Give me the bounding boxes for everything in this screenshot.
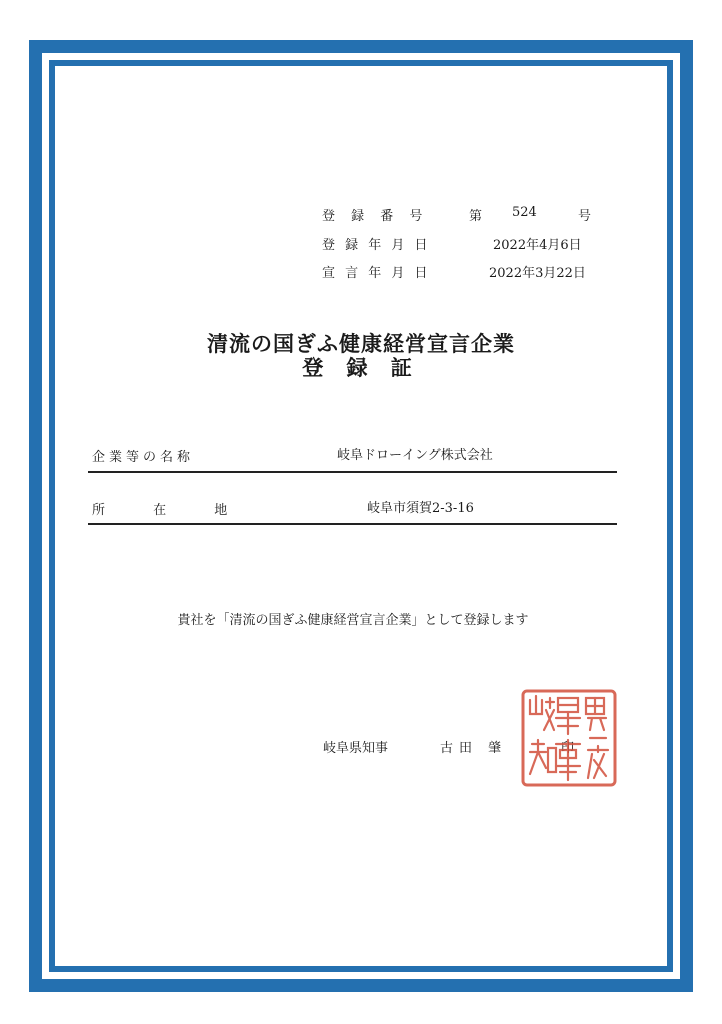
- certificate-subtitle: 登 録 証: [302, 355, 420, 380]
- declaration-date-value: 2022年3月22日: [489, 266, 586, 281]
- registration-number-prefix: 第: [469, 209, 483, 224]
- governor-name: 古田 肇: [440, 741, 508, 756]
- official-seal-icon: [520, 688, 618, 788]
- address-label: 所 在 地: [92, 503, 250, 518]
- certificate-title: 清流の国ぎふ健康経営宣言企業: [207, 331, 515, 356]
- declaration-date-label: 宣 言 年 月 日: [322, 266, 431, 281]
- governor-position: 岐阜県知事: [323, 741, 389, 756]
- address-value: 岐阜市須賀2-3-16: [367, 501, 474, 516]
- registration-statement: 貴社を「清流の国ぎふ健康経営宣言企業」として登録します: [177, 613, 529, 628]
- registration-date-value: 2022年4月6日: [493, 238, 582, 253]
- seal-mark: 印: [561, 741, 575, 756]
- address-rule: [88, 523, 617, 525]
- company-name-value: 岐阜ドローイング株式会社: [337, 448, 493, 463]
- registration-number-suffix: 号: [578, 209, 592, 224]
- registration-date-label: 登 録 年 月 日: [322, 238, 431, 253]
- company-name-rule: [88, 471, 617, 473]
- company-name-label: 企業等の名称: [92, 450, 195, 465]
- registration-number-value: 524: [512, 205, 537, 220]
- registration-number-label: 登 録 番 号: [322, 209, 429, 224]
